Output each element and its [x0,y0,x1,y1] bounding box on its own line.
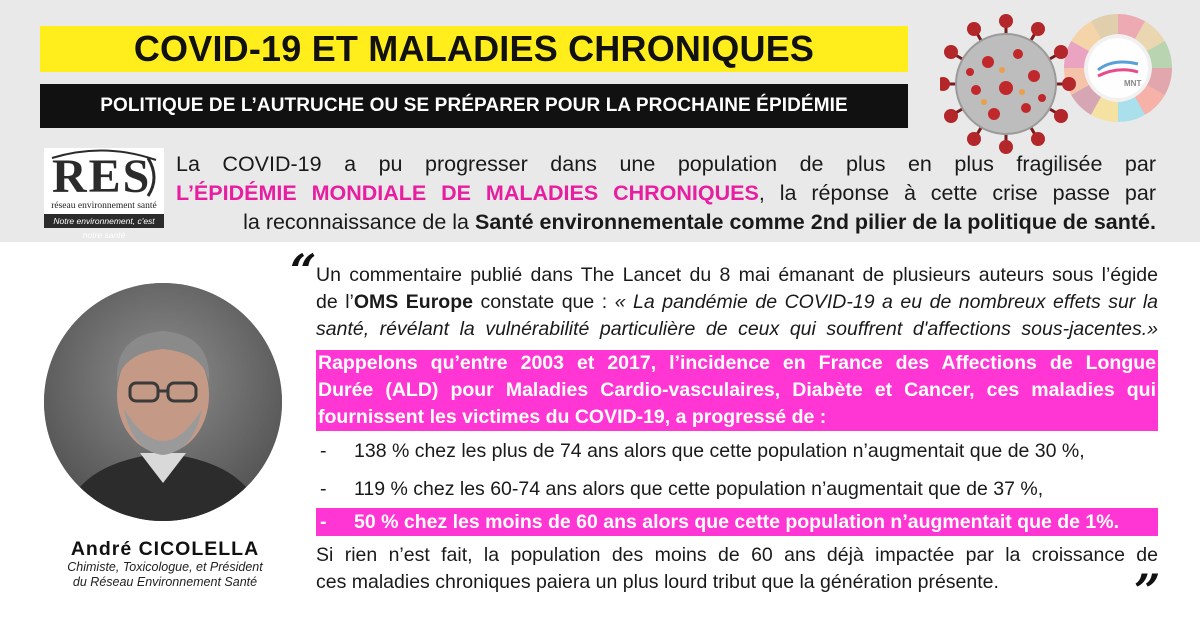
quote-paragraph-1 [316,262,1158,343]
intro-line-3 [176,208,1156,237]
person-role [40,560,290,590]
p3-line-2: ces maladies chroniques paiera un plus lourd tribut que la génération présente. [316,571,999,593]
p1-line-3-italic: santé, révélant la vulnérabilité particulière de ceux qui souffrent d'affections sous-jacentes.» [316,318,1158,340]
title-banner [40,26,908,72]
person-photo [44,283,282,521]
intro-line-3-bold: Santé environnementale comme 2nd pilier de la politique de santé. [474,210,1156,234]
person-name: André CICOLELLA [70,538,260,560]
sdg-wheel-icon [1064,14,1172,122]
bullet-dash: - [320,478,327,500]
page-title: COVID-19 ET MALADIES CHRONIQUES [133,28,815,69]
p1-line-2-start: de l’ [316,291,354,313]
p1-line-3 [316,316,1158,343]
p1-line-2-italic: « La pandémie de COVID-19 a eu de nombreux effets sur la [614,291,1158,313]
bullet-text: 119 % chez les 60-74 ans alors que cette population n’augmentait que de 37 %, [354,478,1044,500]
intro-line-2-rest: , la réponse à cette crise passe par [758,181,1156,205]
quote-paragraph-2 [316,350,1158,431]
virus-illustration [940,6,1190,166]
bullet-text: 50 % chez les moins de 60 ans alors que cette population n’augmentait que de 1%. [354,511,1120,533]
person-role-line-2: du Réseau Environnement Santé [72,575,258,589]
quote-paragraph-3 [316,542,1158,596]
p1-line-2-mid: constate que : [472,291,615,313]
who-europe: OMS Europe [353,291,473,313]
person-role-line-1: Chimiste, Toxicologue, et Président [67,560,263,574]
p2-line-3: fournissent les victimes du COVID-19, a progressé de : [316,404,1158,431]
p3-line-1: Si rien n’est fait, la population des moins de 60 ans déjà impactée par la croissance de [316,544,1158,566]
intro-line-2 [176,179,1156,208]
intro-line-1: La COVID-19 a pu progresser dans une population de plus en plus fragilisée par [176,152,1156,176]
intro-line-3-start: la reconnaissance de la [243,210,475,234]
badge-label: MNT [1124,79,1142,88]
p2-line-1: Rappelons qu’entre 2003 et 2017, l’incidence en France des Affections de Longue [316,350,1158,377]
bullet-item-highlight [316,508,1158,536]
res-logo [44,148,164,240]
intro-highlight: L’ÉPIDÉMIE MONDIALE DE MALADIES CHRONIQUES [176,181,759,205]
res-logo-icon [48,148,160,200]
p1-line-1: Un commentaire publié dans The Lancet du 8 mai émanant de plusieurs auteurs sous l’égide [316,264,1158,286]
coronavirus-icon [940,6,1190,166]
intro-paragraph [176,150,1156,237]
bullet-dash: - [320,440,327,462]
res-name: réseau environnement santé [51,201,157,211]
bullet-text: 138 % chez les plus de 74 ans alors que cette population n’augmentait que de 30 %, [354,440,1085,462]
portrait-avatar [44,283,282,521]
res-tagline: Notre environnement, c'est notre santé [44,214,164,228]
bullet-item [316,438,1158,464]
page-subtitle: POLITIQUE DE L’AUTRUCHE OU SE PRÉPARER POUR LA PROCHAINE ÉPIDÉMIE [100,95,848,116]
p1-line-2 [316,289,1158,316]
close-quote-mark: ” [1134,564,1161,618]
subtitle-banner [40,84,908,128]
res-letters: RES [52,150,152,200]
p2-line-2: Durée (ALD) pour Maladies Cardio-vasculaires, Diabète et Cancer, ces maladies qui [316,377,1158,404]
open-quote-mark: “ [290,244,317,298]
bullet-item [316,476,1158,502]
bullet-dash: - [320,511,327,533]
